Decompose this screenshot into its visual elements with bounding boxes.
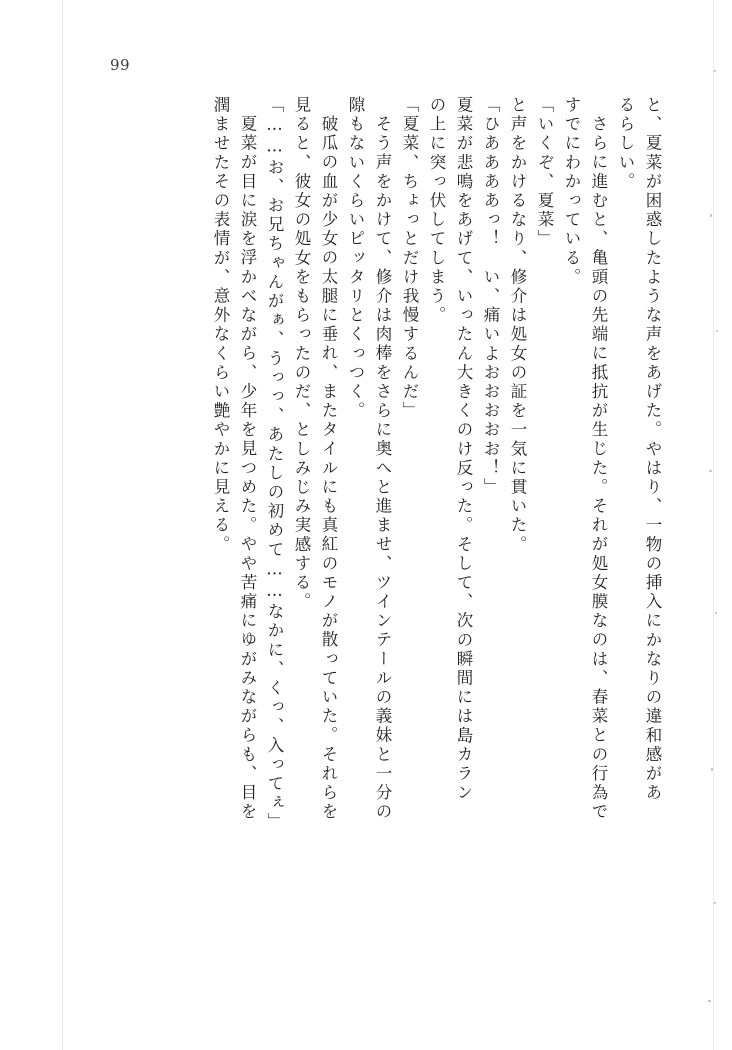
text-column: 隙もないくらいピッタリとくっつく。 — [346, 96, 365, 421]
scan-speck — [708, 1000, 711, 1002]
page-number: 99 — [110, 56, 131, 74]
scan-speck — [710, 214, 712, 217]
scan-speck — [709, 470, 712, 472]
scan-speck — [711, 768, 713, 771]
text-column: さらに進むと、亀頭の先端に抵抗が生じた。それが処女膜なのは、春菜との行為で — [589, 115, 608, 822]
text-column: 夏菜が目に涙を浮かべながら、少年を見つめた。やや苦痛にゆがみながらも、目を — [238, 115, 257, 822]
text-column: すでにわかっている。 — [562, 96, 581, 287]
text-column: と声をかけるなり、修介は処女の証を一気に貫いた。 — [508, 96, 527, 555]
text-column: 「夏菜、ちょっとだけ我慢するんだ」 — [400, 96, 419, 421]
text-column: るらしい。 — [616, 96, 635, 192]
page-edge-right — [713, 0, 714, 1050]
text-column: と、夏菜が困惑したような声をあげた。やはり、一物の挿入にかなりの違和感があ — [643, 96, 662, 803]
text-column: 「……お、お兄ちゃんがぁ、うっっ、あたしの初めて……なかに、くっ、入ってぇ」 — [265, 96, 284, 832]
text-column: 「いくぞ、夏菜」 — [535, 96, 554, 249]
page-edge-left — [62, 0, 63, 1050]
scan-speck — [714, 902, 716, 904]
scan-speck — [716, 330, 718, 332]
scan-speck — [715, 612, 717, 614]
text-column: 潤ませたその表情が、意外なくらい艶やかに見える。 — [211, 96, 230, 555]
text-column: 夏菜が悲鳴をあげて、いったん大きくのけ反った。そして、次の瞬間には島カラン — [454, 96, 473, 803]
text-column: の上に突っ伏してしまう。 — [427, 96, 446, 326]
text-column: 「ひああああっ！ い、痛いよおおおおお！」 — [481, 96, 500, 498]
text-column: 見ると、彼女の処女をもらったのだ、としみじみ実感する。 — [292, 96, 311, 612]
text-column: 破瓜の血が少女の太腿に垂れ、またタイルにも真紅のモノが散っていた。それらを — [319, 115, 338, 822]
vertical-text-block — [84, 96, 660, 956]
scan-speck — [714, 70, 716, 72]
text-column: そう声をかけて、修介は肉棒をさらに奥へと進ませ、ツインテールの義妹と一分の — [373, 115, 392, 822]
